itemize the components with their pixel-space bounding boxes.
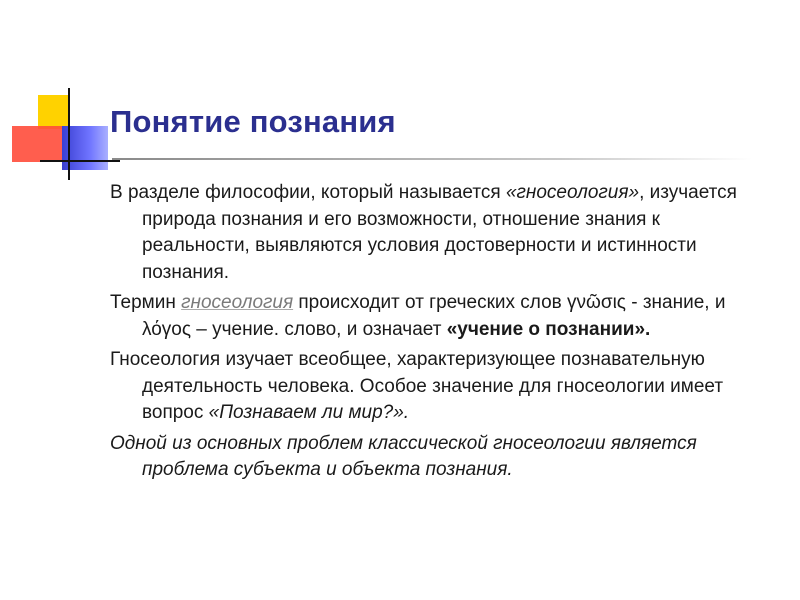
paragraph-term-origin — [110, 290, 760, 343]
p3-question: «Познаваем ли мир?». — [208, 402, 410, 423]
decor-square-yellow — [38, 95, 70, 129]
slide-body — [110, 180, 760, 488]
p1-text-end: , изучается природа познания и его возможности, отношение знания к реальности, выявляются условия достоверности и истинности познания. — [142, 182, 737, 283]
title-decoration — [0, 0, 120, 190]
p2-meaning-bold: «учение о познании». — [446, 318, 651, 340]
decor-square-red — [12, 126, 62, 162]
p2-term: гносеология — [181, 292, 294, 313]
title-underline — [112, 158, 752, 160]
p1-term: «гносеология» — [505, 182, 640, 203]
p2-text-middle: происходит от греческих слов γνῶσις - знание, и λόγος – учение. слово, и означает — [142, 292, 726, 340]
slide-title: Понятие познания — [110, 104, 396, 139]
decor-horizontal-line — [40, 160, 120, 162]
paragraph-gnoseology-studies — [110, 347, 760, 427]
p2-text-start: Термин — [110, 292, 182, 313]
decor-vertical-line — [68, 88, 70, 180]
paragraph-main-problem — [110, 431, 760, 484]
p1-text-start: В разделе философии, который называется — [110, 182, 506, 203]
p4-text: Одной из основных проблем классической гносеологии является проблема субъекта и объекта познания. — [110, 432, 697, 480]
paragraph-gnoseology-definition — [110, 180, 760, 286]
p3-text: Гносеология изучает всеобщее, характеризующее познавательную деятельность человека. Особое значение для гносеологии имеет вопрос — [110, 349, 724, 423]
